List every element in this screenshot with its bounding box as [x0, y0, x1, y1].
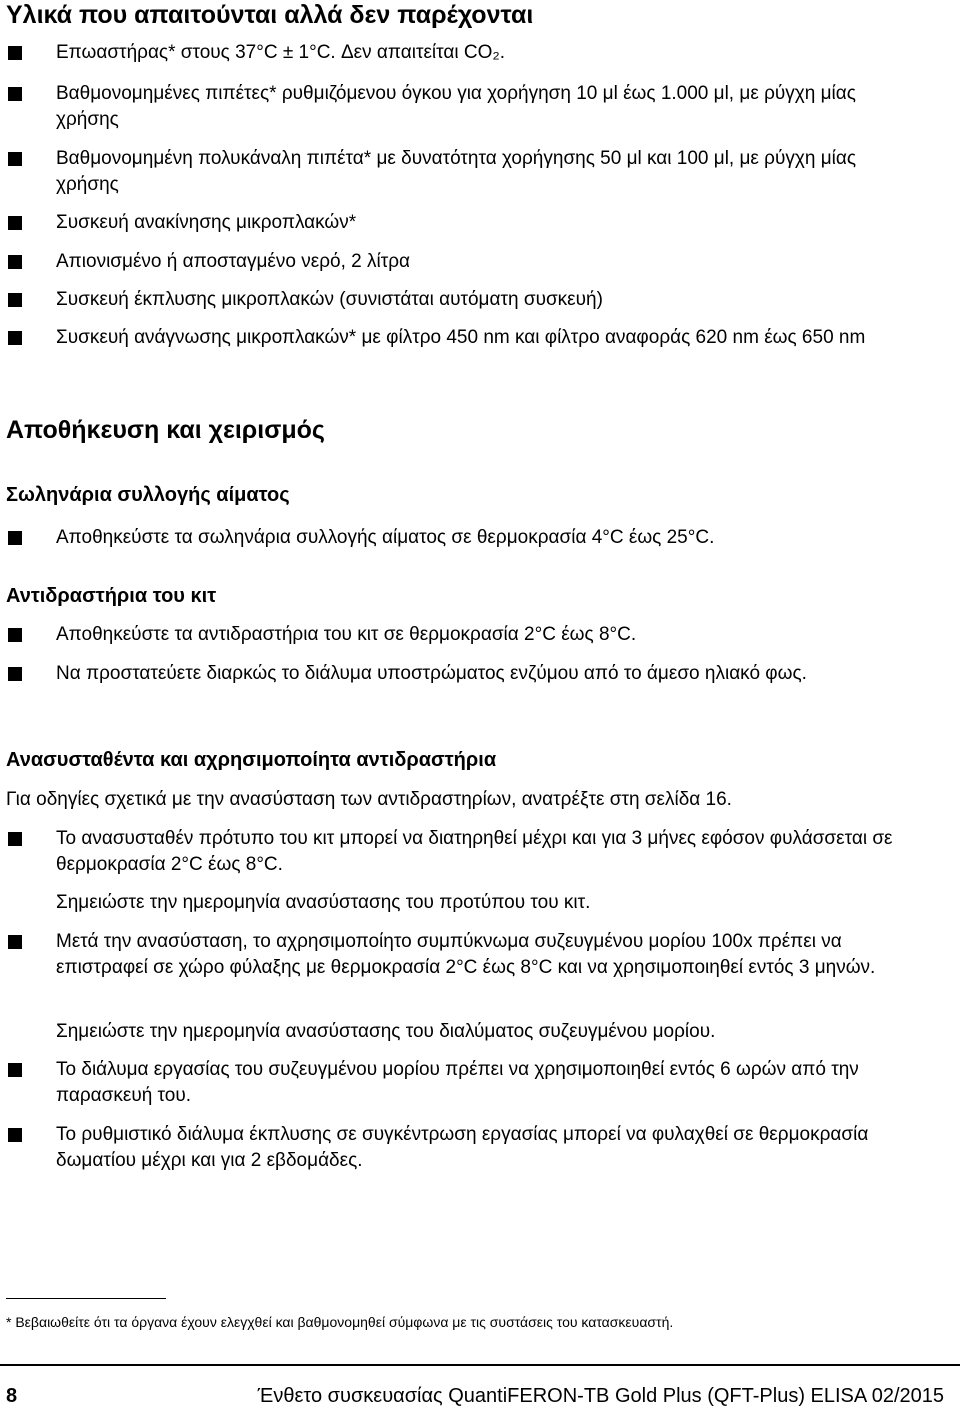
- note-text: Σημειώστε την ημερομηνία ανασύστασης του διαλύματος συζευγμένου μορίου.: [56, 1021, 716, 1042]
- subsection-title-kit-reagents: Αντιδραστήρια του κιτ: [6, 585, 217, 607]
- bullet-square-icon: [8, 216, 22, 230]
- bullet-square-icon: [8, 1063, 22, 1077]
- bullet-square-icon: [8, 152, 22, 166]
- bullet-square-icon: [8, 935, 22, 949]
- bullet-square-icon: [8, 531, 22, 545]
- footnote-divider: [6, 1298, 166, 1299]
- bullet-square-icon: [8, 331, 22, 345]
- footer-divider: [0, 1364, 960, 1366]
- bullet-square-icon: [8, 255, 22, 269]
- subsection-title-blood-tubes: Σωληνάρια συλλογής αίματος: [6, 484, 290, 506]
- footnote: * Βεβαιωθείτε ότι τα όργανα έχουν ελεγχθεί και βαθμονομηθεί σύμφωνα με τις συστάσεις του κατασκευαστή.: [6, 1314, 674, 1330]
- intro-paragraph: Για οδηγίες σχετικά με την ανασύσταση των αντιδραστηρίων, ανατρέξτε στη σελίδα 16.: [6, 789, 732, 810]
- bullet-square-icon: [8, 667, 22, 681]
- note-text: Σημειώστε την ημερομηνία ανασύστασης του προτύπου του κιτ.: [56, 892, 591, 913]
- document-page: Υλικά που απαιτούνται αλλά δεν παρέχονται Επωαστήρας* στους 37°C ± 1°C. Δεν απαιτείται CO₂. Βαθμονομημένες πιπέτες* ρυθμιζόμενου όγκου για χορήγηση 10 μl έως 1.000 μl, με ρύγχη μίας χρήσης Βαθμονομημένη πολυκάναλη πιπέτα* με δυνατότητα χορήγησης 50 μl και 100 μl, με ρύγχη μίας χρήσης Συσκευή ανακίνησης μικροπλακών* Απιονισμένο ή αποσταγμένο νερό, 2 λίτρα Συσκευή έκπλυσης μικροπλακών (συνιστάται αυτόματη συσκευή) Συσκευή ανάγνωσης μικροπλακών* με φίλτρο 450 nm και φίλτρο αναφοράς 620 nm έως 650 nm Αποθήκευση και χειρισμός Σωληνάρια συλλογής αίματος Αποθηκεύστε τα σωληνάρια συλλογής αίματος σε θερμοκρασία 4°C έως 25°C. Αντιδραστήρια του κιτ Αποθηκεύστε τα αντιδραστήρια του κιτ σε θερμοκρασία 2°C έως 8°C. Να προστατεύετε διαρκώς το διάλυμα υποστρώματος ενζύμου από το άμεσο ηλιακό φως. Ανασυσταθέντα και αχρησιμοποίητα αντιδραστήρια Για οδηγίες σχετικά με την ανασύσταση των αντιδραστηρίων, ανατρέξτε στη σελίδα 16. Το ανασυσταθέν πρότυπο του κιτ μπορεί να διατηρηθεί μέχρι και για 3 μήνες εφόσον φυλάσσεται σε θερμοκρασία 2°C έως 8°C. Σημειώστε την ημερομηνία ανασύστασης του προτύπου του κιτ. Μετά την ανασύσταση, το αχρησιμοποίητο συμπύκνωμα συζευγμένου μορίου 100x πρέπει να επιστραφεί σε χώρο φύλαξης με θερμοκρασία 2°C έως 8°C και να χρησιμοποιηθεί εντός 3 μηνών. Σημειώστε την ημερομηνία ανασύστασης του διαλύματος συζευγμένου μορίου. Το διάλυμα εργασίας του συζευγμένου μορίου πρέπει να χρησιμοποιηθεί εντός 6 ωρών από την παρασκευή του. Το ρυθμιστικό διάλυμα έκπλυσης σε συγκέντρωση εργασίας μπορεί να φυλαχθεί σε θερμοκρασία δωματίου μέχρι και για 2 εβδομάδες. * Βεβαιωθείτε ότι τα όργανα έχουν ελεγχθεί και βαθμονομηθεί σύμφωνα με τις συστάσεις του κατασκευαστή. 8 Ένθετο συσκευασίας QuantiFERON-TB Gold Plus (QFT-Plus) ELISA 02/2015: [0, 0, 960, 1411]
- bullet-square-icon: [8, 832, 22, 846]
- subsection-title-reconstituted: Ανασυσταθέντα και αχρησιμοποίητα αντιδραστήρια: [6, 749, 497, 771]
- bullet-square-icon: [8, 1128, 22, 1142]
- section-title-storage: Αποθήκευση και χειρισμός: [6, 416, 325, 444]
- section-title-required-materials: Υλικά που απαιτούνται αλλά δεν παρέχονται: [6, 1, 534, 29]
- bullet-square-icon: [8, 293, 22, 307]
- bullet-square-icon: [8, 628, 22, 642]
- bullet-square-icon: [8, 46, 22, 60]
- page-number: 8: [6, 1385, 18, 1407]
- footer-document-title: Ένθετο συσκευασίας QuantiFERON-TB Gold Plus (QFT-Plus) ELISA 02/2015: [257, 1385, 944, 1407]
- bullet-square-icon: [8, 87, 22, 101]
